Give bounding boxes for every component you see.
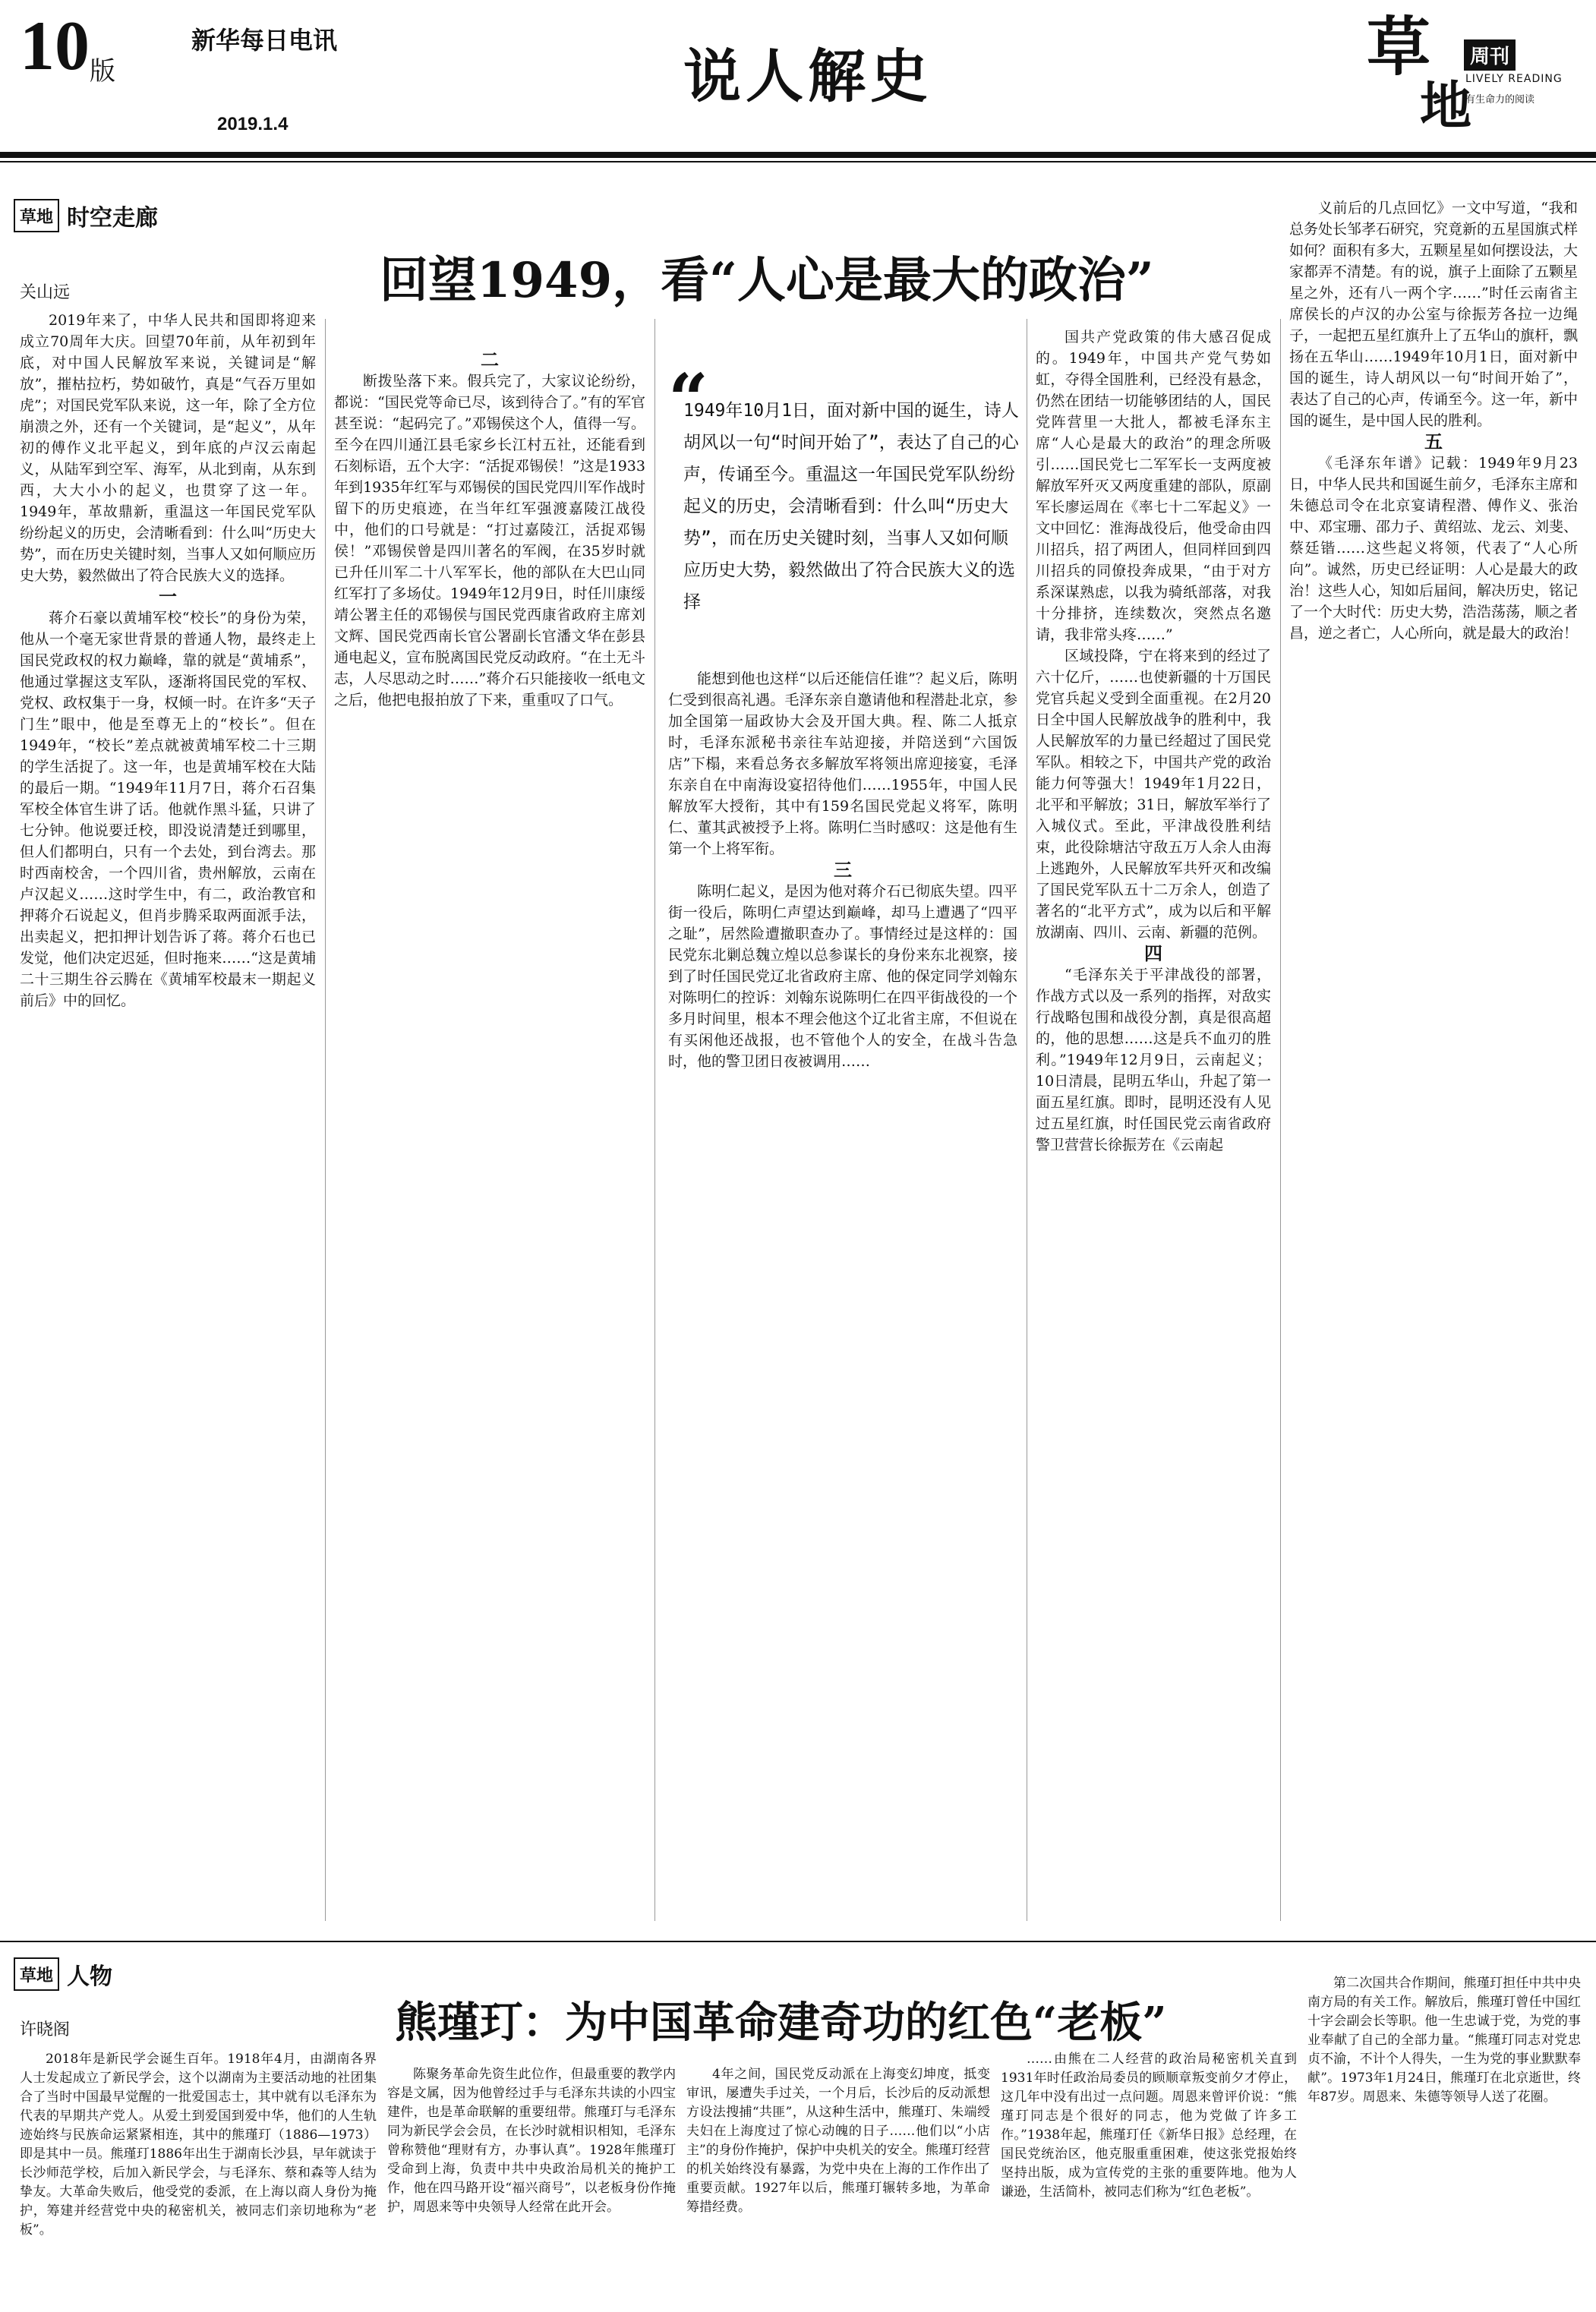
paragraph: ……由熊在二人经营的政治局秘密机关直到1931年时任政治局委员的顾顺章叛变前夕才停止，这几年中没有出过一点问题。周恩来曾评价说：“熊瑾玎同志是个很好的同志，他为党做了许多工作。”1938年起，熊瑾玎任《新华日报》总经理，在国民党统治区，他克服重重困难，使这张党报始终坚持出版，成为宣传党的主张的重要阵地。他为人谦逊，生活简朴，被同志们称为“红色老板”。 [1001, 2052, 1297, 2200]
paragraph: 2018年是新民学会诞生百年。1918年4月，由湖南各界人士发起成立了新民学会，这个以湖南为主要活动地的社团集合了当时中国最早觉醒的一批爱国志士，其中就有以毛泽东为代表的早期共产党人。从爱土到爱国到爱中华，他们的人生轨迹始终与民族命运紧紧相连，其中的熊瑾玎（1886—1973）即是其中一员。熊瑾玎1886年出生于湖南长沙县，早年就读于长沙师范学校，后加入新民学会，与毛泽东、蔡和森等人结为挚友。大革命失败后，他受党的委派，在上海以商人身份为掩护，筹建并经营党中央的秘密机关，被同志们亲切地称为“老板”。 [20, 2052, 377, 2238]
paper-name: 新华每日电讯 [191, 26, 338, 55]
masthead-rule [0, 152, 1596, 158]
paragraph: 2019年来了，中华人民共和国即将迎来成立70周年大庆。回望70年前，从年初到年底，对中国人民解放军来说，关键词是“解放”，摧枯拉朽，势如破竹，真是“气吞万里如虎”；对国民党军队来说，这一年，除了全方位崩溃之外，还有一个关键词，是“起义”，从年初的傅作义北平起义，到年底的卢汉云南起义，从陆军到空军、海军，从北到南，从东到西，大大小小的起义，也贯穿了这一年。1949年，革故鼎新，重温这一年国民党军队纷纷起义的历史，会清晰看到：什么叫“历史大势”，而在历史关键时刻，当事人又如何顺应历史大势，毅然做出了符合民族大义的选择。 [20, 312, 316, 584]
article2-headline: 熊瑾玎：为中国革命建奇功的红色“老板” [395, 1998, 1167, 2048]
article1-column-5 [1289, 197, 1578, 1929]
column-divider [325, 319, 326, 1921]
paragraph: 蒋介石豪以黄埔军校“校长”的身份为荣，他从一个毫无家世背景的普通人物，最终走上国民党政权的权力巅峰，靠的就是“黄埔系”，他通过掌握这支军队，逐渐将国民党的军权、党权、政权集于一身，权倾一时。在许多“天子门生”眼中，他是至尊无上的“校长”。但在1949年，“校长”差点就被黄埔军校二十三期的学生活捉了。这一年，也是黄埔军校在大陆的最后一期。“1949年11月7日，蒋介石召集军校全体官生讲了话。他就作黑斗猛，只讲了七分钟。他说要迁校，即没说清楚迁到哪里，但人们都明白，只有一个去处，到台湾去。那时西南校舍，一个四川省，贵州解放，云南在卢汉起义……这时学生中，有二，政治教官和押蒋介石说起义，但肖步腾采取两面派手法，出卖起义，把扣押计划告诉了蒋。蒋介石也已发觉，他们决定迟延，但时拖来……“这是黄埔二十三期生谷云腾在《黄埔军校最末一期起义前后》中的回忆。 [20, 610, 316, 1009]
page-number: 10 [20, 7, 90, 84]
article2-column-3 [686, 2065, 990, 2304]
article2-column-2 [387, 2065, 676, 2304]
section-label: 时空走廊 [67, 205, 158, 232]
article1-headline: 回望1949，看“人心是最大的政治” [380, 252, 1154, 309]
subheading-2: 二 [481, 349, 499, 371]
subheading-4: 四 [1144, 942, 1162, 964]
subheading-5: 五 [1424, 431, 1443, 453]
subheading-1: 一 [159, 585, 177, 607]
issue-date: 2019.1.4 [217, 114, 289, 134]
article1-column-4 [1036, 326, 1271, 1929]
article2-column-4 [1001, 2050, 1297, 2304]
subheading-3: 三 [834, 859, 852, 881]
article2-column-5 [1307, 1974, 1581, 2304]
logo-char: 草 [1367, 9, 1431, 84]
section-title: 说人解史 [683, 43, 932, 110]
weekly-slogan: 有生命力的阅读 [1465, 94, 1535, 106]
paragraph: 第二次国共合作期间，熊瑾玎担任中共中央南方局的有关工作。解放后，熊瑾玎曾任中国红十字会副会长等职。他一生忠诚于党，为党的事业奉献了自己的全部力量。“熊瑾玎同志对党忠贞不渝，不计个人得失，一生为党的事业默默奉献”。1973年1月24日，熊瑾玎在北京逝世，终年87岁。周恩来、朱德等领导人送了花圈。 [1307, 1976, 1581, 2105]
column-divider [654, 319, 655, 1921]
paragraph: 义前后的几点回忆》一文中写道，“我和总务处长邹孝石研究，究竟新的五星国旗式样如何？面积有多大，五颗星星如何摆设法，大家都弄不清楚。有的说，旗子上面除了五颗星星之外，还有八一两个字……”时任云南省主席侯长的卢汉的办公室与徐振芳各拉一边绳子，一起把五星红旗升上了五华山的旗杆，飘扬在五华山……1949年10月1日，面对新中国的诞生，诗人胡风以一句“时间开始了”，表达了自己的心声，传诵至今。这一年，新中国的诞生，是中国人民的胜利。 [1289, 200, 1578, 429]
paragraph: 《毛泽东年谱》记载：1949年9月23日，中华人民共和国诞生前夕，毛泽东主席和朱德总司令在北京宴请程潜、傅作义、张治中、邓宝珊、邵力子、黄绍竑、龙云、刘斐、蔡廷锴……这些起义将领，代表了“人心所向”。诚然，历史已经证明：人心是最大的政治！这些人心，知如后届间，解决历史，铭记了一个大时代：历史大势，浩浩荡荡，顺之者昌，逆之者亡，人心所向，就是最大的政治！ [1289, 455, 1578, 642]
article1-byline: 关山远 [20, 283, 71, 302]
section-logo: 草地 [14, 1957, 59, 1991]
paragraph: 国共产党政策的伟大感召促成的。1949年，中国共产党气势如虹，夺得全国胜利，已经没有悬念，仍然在团结一切能够团结的人，国民党阵营里一大批人，都被毛泽东主席“人心是最大的政治”的理念所吸引……国民党七二军军长一支两度被解放军歼灭又两度重建的部队，原副军长廖运周在《率七十二军起义》一文中回忆：淮海战役后，他受命由四川招兵，招了两团人，但同样回到四川招兵的同僚投奔成果，“由于对方系深谋熟虑，以我为骑纸部落，对我十分排挤，连续数次，突然点名邀请，我非常头疼……” [1036, 329, 1271, 643]
paragraph: 陈聚务革命先资生此位作，但最重要的教学内容是文属，因为他曾经过手与毛泽东共读的小四宝建件，也是革命联解的重要纽带。熊瑾玎与毛泽东同为新民学会会员，在长沙时就相识相知，毛泽东曾称赞他“理财有方，办事认真”。1928年熊瑾玎受命到上海，负责中共中央政治局机关的掩护工作，他在四马路开设“福兴商号”，以老板身份作掩护，周恩来等中央领导人经常在此开会。 [387, 2067, 676, 2215]
page-suffix: 版 [90, 56, 115, 87]
paragraph: “毛泽东关于平津战役的部署，作战方式以及一系列的指挥，对敌实行战略包围和战役分割，真是很高超的，他的思想……这是兵不血刃的胜利。”1949年12月9日，云南起义；10日清晨，昆明五华山，升起了第一面五星红旗。即时，昆明还没有人见过五星红旗，时任国民党云南省政府警卫营营长徐振芳在《云南起 [1036, 967, 1271, 1153]
article-separator [0, 1941, 1596, 1942]
section-header-timespace [14, 199, 158, 232]
article2-byline: 许晓阁 [20, 2020, 71, 2039]
weekly-badge: 周刊 [1464, 39, 1516, 71]
pull-quote: 1949年10月1日，面对新中国的诞生，诗人胡风以一句“时间开始了”，表达了自己的心声，传诵至今。重温这一年国民党军队纷纷起义的历史，会清晰看到：什么叫“历史大势”，而在历史关键时刻，当事人又如何顺应历史大势，毅然做出了符合民族大义的选择 [683, 401, 1019, 612]
paragraph: 断拨坠落下来。假兵完了，大家议论纷纷，都说：“国民党等命已尽，该到待合了。”有的军官甚至说：“起码完了。”邓锡侯这个人，值得一写。至今在四川通江县毛家乡长江村五社，还能看到石刻标语，五个大字：“活捉邓锡侯！”这是1933年到1935年红军与邓锡侯的国民党四川军作战时留下的历史痕迹，在当年红军强渡嘉陵江战役中，他们的口号就是：“打过嘉陵江，活捉邓锡侯！”邓锡侯曾是四川著名的军阀，在35岁时就已升任川军二十八军军长，他的部队在大巴山同红军打了多场仗。1949年12月9日，时任川康绥靖公署主任的邓锡侯与国民党西康省政府主席刘文辉、国民党西南长官公署副长官潘文华在彭县通电起义，宣布脱离国民党反动政府。“在土无斗志，人尽思动之时……”蒋介石只能接收一纸电文之后，他把电报拍放了下来，重重叹了口气。 [334, 373, 645, 708]
section-header-people [14, 1957, 112, 1991]
section-logo: 草地 [14, 199, 59, 232]
article2-column-1 [20, 2050, 377, 2304]
masthead-rule-thin [0, 161, 1596, 162]
paragraph: 区域投降，宁在将来到的经过了六十亿斤，……也使新疆的十万国民党官兵起义受到全面重视。在2月20日全中国人民解放战争的胜利中，我人民解放军的力量已经超过了国民党军队。相较之下，中国共产党的政治能力何等强大！1949年1月22日，北平和平解放；31日，解放军举行了入城仪式。至此，平津战役胜利结束，此役除塘沽守敌五万人余人由海上逃跑外，人民解放军共歼灭和改编了国民党军队五十二万余人，创造了著名的“北平方式”，成为以后和平解放湖南、四川、云南、新疆的范例。 [1036, 648, 1271, 941]
logo-char-2: 地 [1420, 76, 1472, 137]
section-label: 人物 [67, 1963, 112, 1990]
column-divider [1280, 319, 1281, 1921]
paragraph: 能想到他也这样“以后还能信任谁”？起义后，陈明仁受到很高礼遇。毛泽东亲自邀请他和程潜赴北京，参加全国第一届政协大会及开国大典。程、陈二人抵京时，毛泽东派秘书亲往车站迎接，并陪送到“六国饭店”下榻，来看总务衣多解放军将领出席迎接宴，毛泽东亲自在中南海设宴招待他们……1955年，中国人民解放军大授衔，其中有159名国民党起义将军，陈明仁、董其武被授予上将。陈明仁当时感叹：这是他有生第一个上将军衔。 [668, 670, 1017, 857]
article1-column-2 [334, 349, 645, 1929]
paragraph: 4年之间，国民党反动派在上海变幻坤度，抵变审讯，屡遭失手过关，一个月后，长沙后的反动派想方设法搜捕“共匪”，从这种生活中，熊瑾玎、朱端绶夫妇在上海度过了惊心动魄的日子……他们以“小店主”的身份作掩护，保护中央机关的安全。熊瑾玎经营的机关始终没有暴露，为党中央在上海的工作作出了重要贡献。1927年以后，熊瑾玎辗转多地，为革命筹措经费。 [686, 2067, 990, 2215]
article1-column-1 [20, 310, 316, 1927]
paragraph: 陈明仁起义，是因为他对蒋介石已彻底失望。四平街一役后，陈明仁声望达到巅峰，却马上遭遇了“四平之耻”，居然险遭撤职查办了。事情经过是这样的：国民党东北剿总魏立煌以总参谋长的身份来东北视察，接到了时任国民党辽北省政府主席、他的保定同学刘翰东对陈明仁的控诉：刘翰东说陈明仁在四平街战役的一个多月时间里，根本不理会他这个辽北省主席，不但说在有买闲他还战报，也不管他个人的安全，在战斗告急时，他的警卫团日夜被调用…… [668, 883, 1017, 1070]
weekly-english: LIVELY READING [1465, 73, 1563, 85]
article1-column-3 [668, 668, 1017, 1929]
quote-mark: “ [668, 358, 708, 440]
